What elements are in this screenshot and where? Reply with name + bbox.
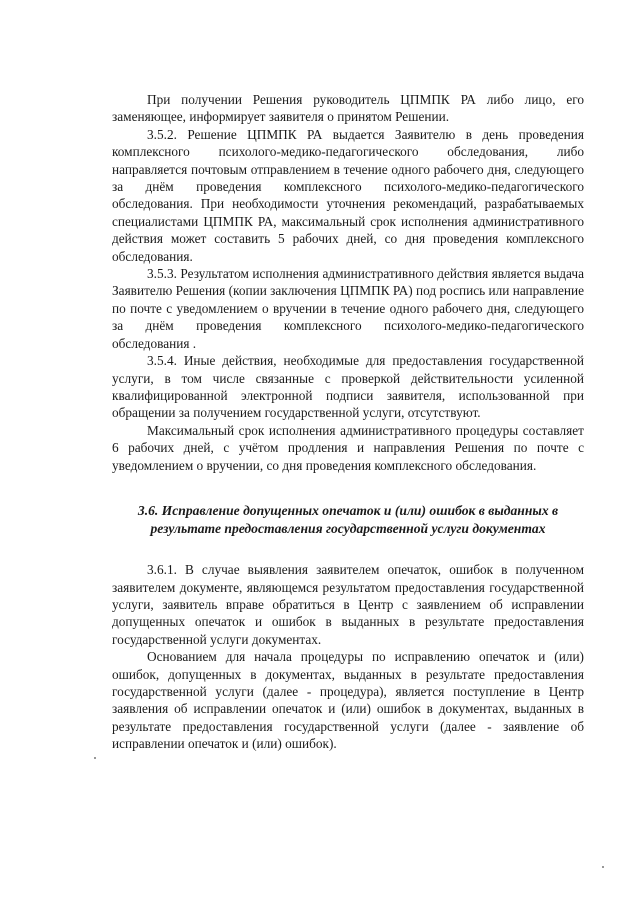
scan-speck <box>94 757 96 759</box>
section-heading-3-6: 3.6. Исправление допущенных опечаток и (или) ошибок в выданных в результате предоставления государственной услуги документах <box>137 502 559 536</box>
paragraph-procedure-basis: Основанием для начала процедуры по исправлению опечаток и (или) ошибок, допущенных в документах, выданных в результате предоставления государственной услуги (далее - процедура), является поступление в Центр заявления об исправлении опечаток и (или) ошибок в документах, выданных в результате предоставления государственной услуги (далее - заявление об исправлении опечаток и (или) ошибок). <box>112 649 584 752</box>
paragraph-max-term: Максимальный срок исполнения административного процедуры составляет 6 рабочих дней, с учётом продления и направления Решения по почте с уведомлением о вручении, со дня проведения комплексного обследования. <box>112 422 584 473</box>
paragraph-3-5-3: 3.5.3. Результатом исполнения административного действия является выдача Заявителю Решения (копии заключения ЦПМПК РА) под роспись или направление по почте с уведомлением о вручении в течение одного рабочего дня, следующего за днём проведения комплексного психолого-медико-педагогического обследования . <box>112 266 584 351</box>
paragraph-3-6-1: 3.6.1. В случае выявления заявителем опечаток, ошибок в полученном заявителем документе, являющемся результатом предоставления государственной услуги, заявитель вправе обратиться в Центр с заявлением об исправлении допущенных опечаток и ошибок в выданных в результате предоставления государственной услуги документах. <box>112 562 584 647</box>
document-page <box>112 91 584 753</box>
paragraph-3-5-2: 3.5.2. Решение ЦПМПК РА выдается Заявителю в день проведения комплексного психолого-медико-педагогического обследования, либо направляется почтовым отправлением в течение одного рабочего дня, следующего за днём проведения комплексного психолого-медико-педагогического обследования. При необходимости уточнения рекомендаций, разрабатываемых специалистами ЦПМПК РА, максимальный срок исполнения административного действия может составить 5 рабочих дней, со дня проведения комплексного обследования. <box>112 126 584 264</box>
scan-speck <box>602 866 604 868</box>
paragraph-3-5-4: 3.5.4. Иные действия, необходимые для предоставления государственной услуги, в том числе связанные с проверкой действительности усиленной квалифицированной электронной подписи заявителя, использованной при обращении за получением государственной услуги, отсутствуют. <box>112 353 584 421</box>
paragraph-decision-notice: При получении Решения руководитель ЦПМПК РА либо лицо, его заменяющее, информирует заявителя о принятом Решении. <box>112 92 584 125</box>
